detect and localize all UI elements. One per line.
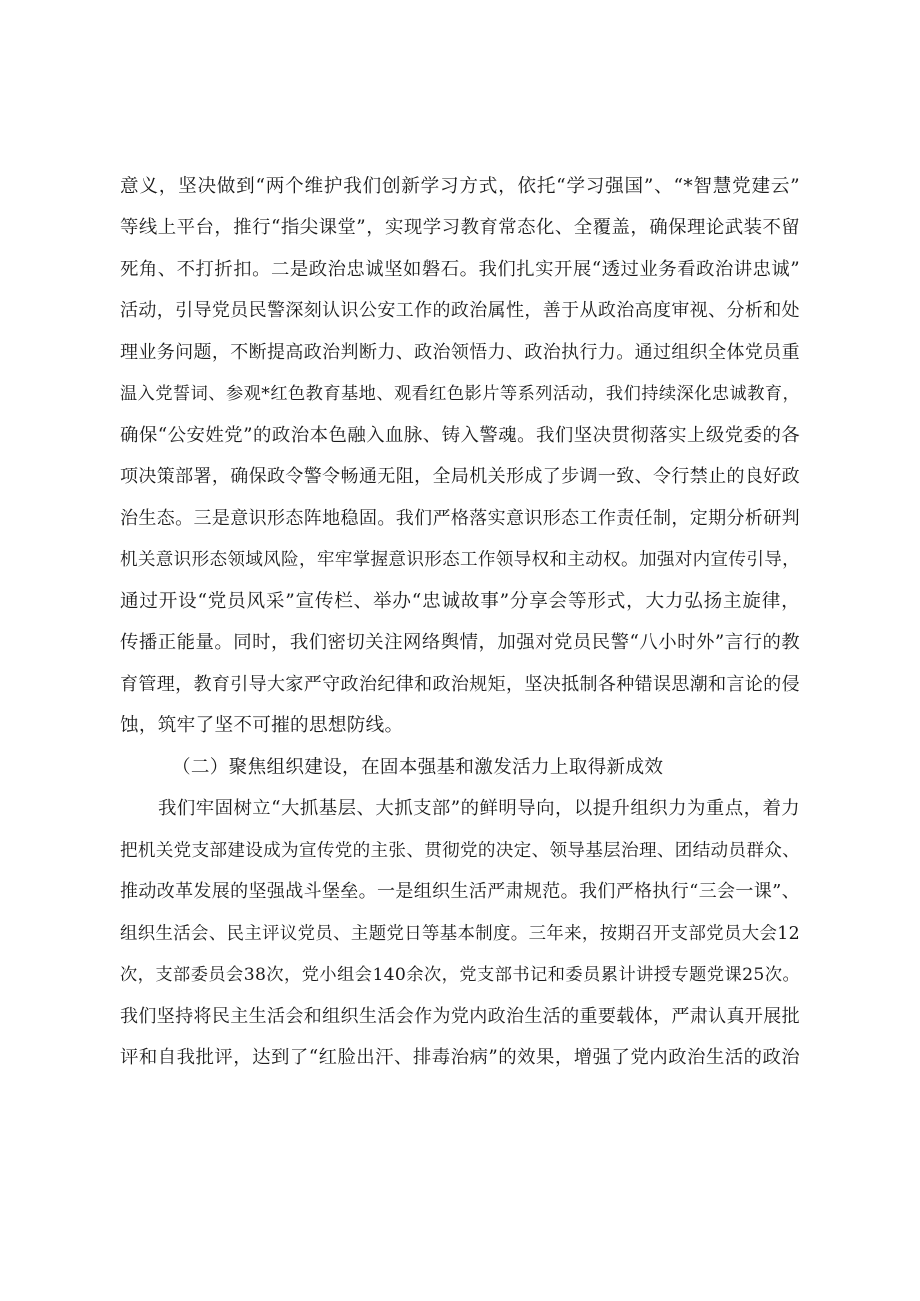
paragraph-line: 活动，引导党员民警深刻认识公安工作的政治属性，善于从政治高度审视、分析和处 xyxy=(120,300,800,321)
paragraph-line: 我们牢固树立“大抓基层、大抓支部”的鲜明导向，以提升组织力为重点，着力 xyxy=(158,798,800,819)
paragraph-line: 组织生活会、民主评议党员、主题党日等基本制度。三年来，按期召开支部党员大会12 xyxy=(120,924,800,944)
paragraph-line: 推动改革发展的坚强战斗堡垒。一是组织生活严肃规范。我们严格执行“三会一课”、 xyxy=(120,881,800,902)
paragraph-line: 传播正能量。同时，我们密切关注网络舆情，加强对党员民警“八小时外”言行的教 xyxy=(120,632,800,653)
paragraph-line: 通过开设“党员风采”宣传栏、举办“忠诚故事”分享会等形式，大力弘扬主旋律， xyxy=(120,591,800,612)
paragraph-line: 机关意识形态领域风险，牢牢掌握意识形态工作领导权和主动权。加强对内宣传引导， xyxy=(120,550,800,570)
paragraph-line: 评和自我批评，达到了“红脸出汗、排毒治病”的效果，增强了党内政治生活的政治 xyxy=(120,1047,800,1068)
paragraph-line: 温入党誓词、参观*红色教育基地、观看红色影片等系列活动，我们持续深化忠诚教育， xyxy=(120,384,800,404)
paragraph-line: 确保“公安姓党”的政治本色融入血脉、铸入警魂。我们坚决贯彻落实上级党委的各 xyxy=(120,425,800,446)
paragraph-line: 蚀，筑牢了坚不可摧的思想防线。 xyxy=(120,715,404,736)
paragraph-line: 死角、不打折扣。二是政治忠诚坚如磐石。我们扎实开展“透过业务看政治讲忠诚” xyxy=(120,259,800,280)
section-heading: （二）聚焦组织建设，在固本强基和激发活力上取得新成效 xyxy=(172,757,664,778)
paragraph-line: 育管理，教育引导大家严守政治纪律和政治规矩，坚决抵制各种错误思潮和言论的侵 xyxy=(120,674,800,695)
paragraph-line: 治生态。三是意识形态阵地稳固。我们严格落实意识形态工作责任制，定期分析研判 xyxy=(120,508,800,529)
paragraph-line: 项决策部署，确保政令警令畅通无阻，全局机关形成了步调一致、令行禁止的良好政 xyxy=(120,466,800,487)
paragraph-line: 次，支部委员会38次，党小组会140余次，党支部书记和委员累计讲授专题党课25次。 xyxy=(120,965,800,985)
paragraph-line: 我们坚持将民主生活会和组织生活会作为党内政治生活的重要载体，严肃认真开展批 xyxy=(120,1006,800,1027)
paragraph-line: 等线上平台，推行“指尖课堂”，实现学习教育常态化、全覆盖，确保理论武装不留 xyxy=(120,217,800,238)
paragraph-line: 把机关党支部建设成为宣传党的主张、贯彻党的决定、领导基层治理、团结动员群众、 xyxy=(120,841,800,861)
paragraph-line: 理业务问题，不断提高政治判断力、政治领悟力、政治执行力。通过组织全体党员重 xyxy=(120,342,800,363)
paragraph-line: 意义，坚决做到“两个维护我们创新学习方式，依托“学习强国”、“*智慧党建云” xyxy=(120,176,800,197)
